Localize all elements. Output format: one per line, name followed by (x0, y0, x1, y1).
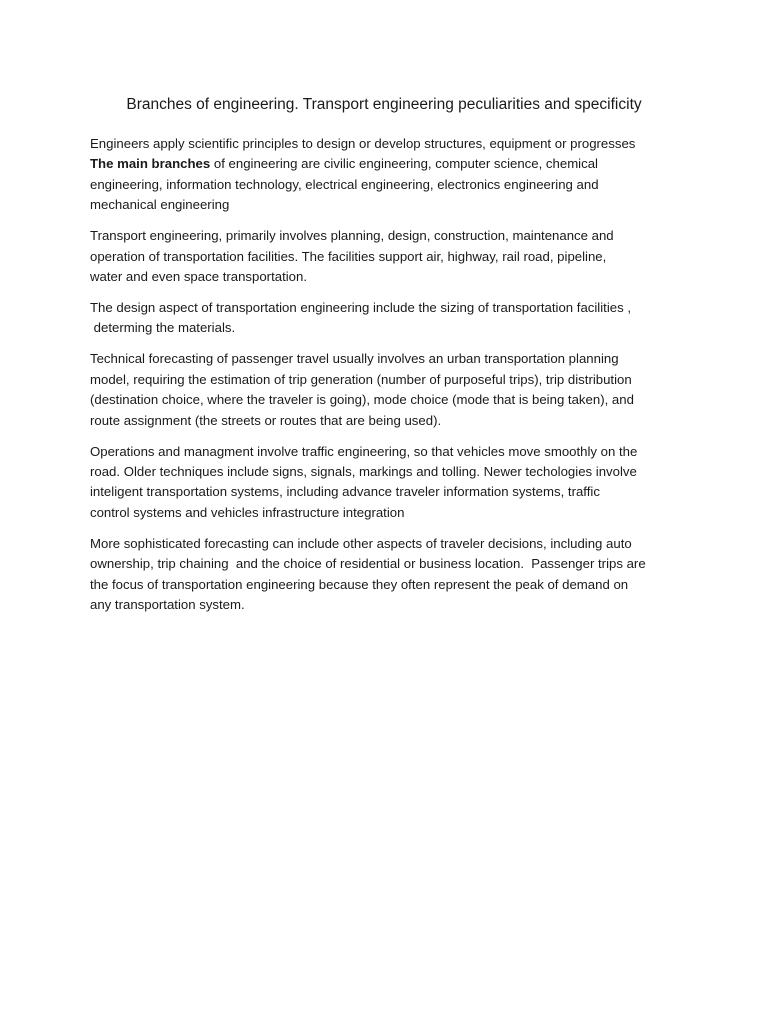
text-line: control systems and vehicles infrastructure integration (90, 504, 405, 520)
text-line: engineering, information technology, electrical engineering, electronics engineering and (90, 176, 599, 192)
paragraph-engineering-branches (90, 134, 678, 216)
document-body (90, 134, 678, 626)
text-line: any transportation system. (90, 597, 245, 613)
paragraph-technical-forecasting (90, 349, 678, 431)
text-line: determing the materials. (90, 320, 236, 336)
text-line: Transport engineering, primarily involves planning, design, construction, maintenance and (90, 228, 614, 244)
text-line: More sophisticated forecasting can include other aspects of traveler decisions, including auto (90, 535, 632, 551)
text-line: mechanical engineering (90, 197, 230, 213)
text-line: the focus of transportation engineering because they often represent the peak of demand on (90, 576, 629, 592)
text-line: ownership, trip chaining and the choice of residential or business location. Passenger trips are (90, 556, 646, 572)
text-line: inteligent transportation systems, including advance traveler information systems, traffic (90, 484, 600, 500)
text-line: Engineers apply scientific principles to design or develop structures, equipment or progresses (90, 136, 636, 151)
document-title: Branches of engineering. Transport engineering peculiarities and specificity (126, 96, 642, 113)
paragraph-transport-engineering (90, 226, 678, 287)
text-line: water and even space transportation. (90, 269, 307, 285)
text-line (90, 154, 678, 174)
paragraph-operations-management (90, 442, 678, 524)
paragraph-sophisticated-forecasting (90, 534, 678, 616)
text-line: model, requiring the estimation of trip generation (number of purposeful trips), trip distribution (90, 371, 632, 387)
text-line: Technical forecasting of passenger travel usually involves an urban transportation planning (90, 351, 619, 367)
text-line: Operations and managment involve traffic engineering, so that vehicles move smoothly on the (90, 443, 638, 459)
bold-phrase-main-branches: The main branches (90, 156, 211, 172)
text-line: (destination choice, where the traveler is going), mode choice (mode that is being taken), and (90, 392, 634, 408)
text-fragment: of engineering are civilic engineering, computer science, chemical (210, 156, 598, 172)
text-line: The design aspect of transportation engineering include the sizing of transportation facilities , (90, 300, 632, 316)
text-line: route assignment (the streets or routes that are being used). (90, 412, 442, 428)
text-line: road. Older techniques include signs, signals, markings and tolling. Newer techologies involve (90, 464, 637, 480)
paragraph-design-aspect (90, 298, 678, 339)
text-line: operation of transportation facilities. The facilities support air, highway, rail road, pipeline, (90, 248, 607, 264)
